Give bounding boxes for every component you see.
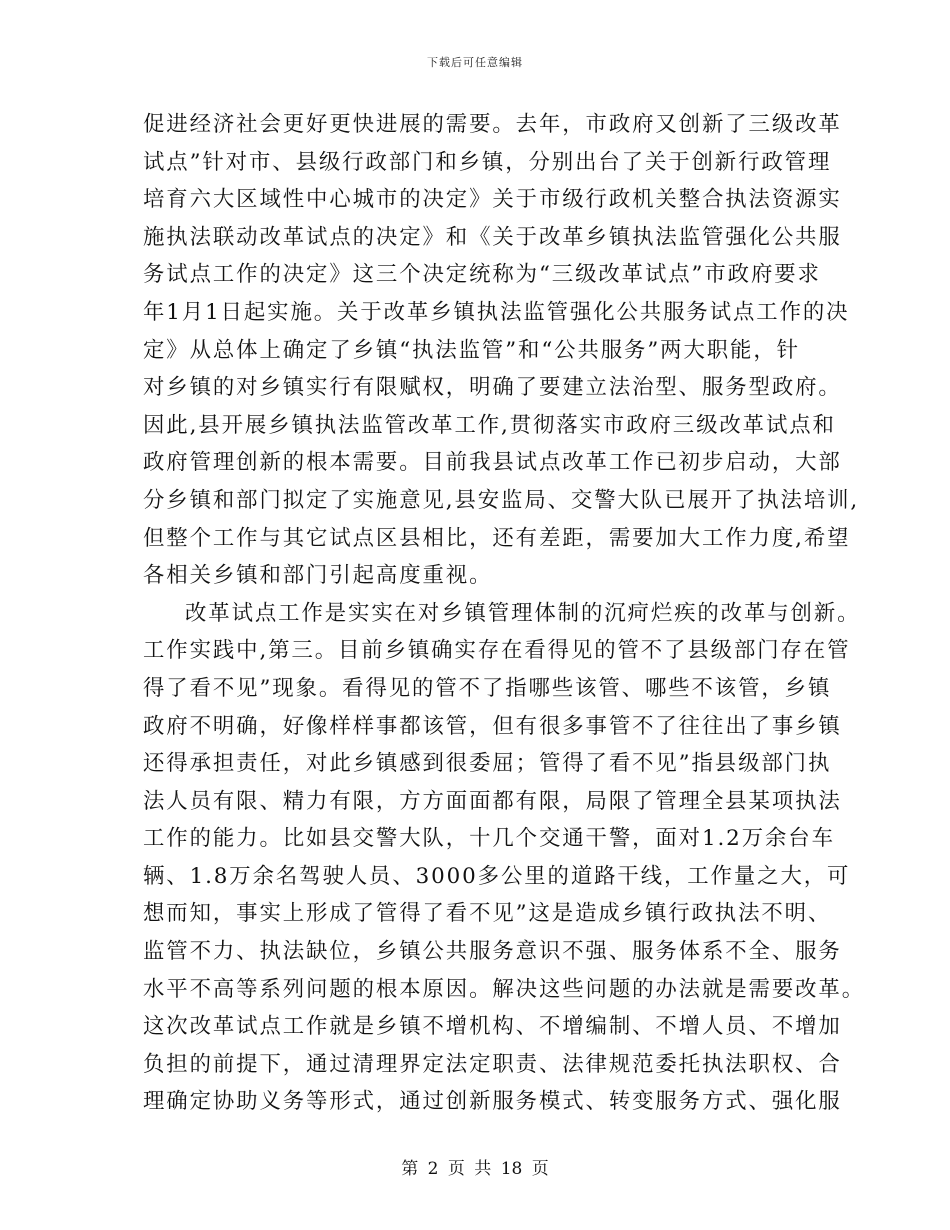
text-line: 负担的前提下，通过清理界定法定职责、法律规范委托执法职权、合 — [143, 1051, 842, 1077]
text-line: 这次改革试点工作就是乡镇不增机构、不增编制、不增人员、不增加 — [143, 1014, 842, 1040]
text-line: 培育六大区域性中心城市的决定》关于市级行政机关整合执法资源实 — [143, 187, 842, 213]
text-line: 促进经济社会更好更快进展的需要。去年，市政府又创新了三级改革 — [143, 112, 842, 137]
text-line: 理确定协助义务等形式，通过创新服务模式、转变服务方式、强化服 — [143, 1089, 842, 1115]
text-line: 工作的能力。比如县交警大队，十几个交通干警，面对1.2万余台车 — [143, 826, 835, 852]
body-text — [143, 106, 866, 1121]
text-line: 因此,县开展乡镇执法监管改革工作,贯彻落实市政府三级改革试点和 — [143, 412, 836, 438]
header-note: 下载后可任意编辑 — [427, 56, 523, 69]
text-line: 分乡镇和部门拟定了实施意见,县安监局、交警大队已展开了执法培训, — [143, 487, 860, 513]
text-line: 施执法联动改革试点的决定》和《关于改革乡镇执法监管强化公共服 — [143, 224, 842, 250]
text-line: 务试点工作的决定》这三个决定统称为“三级改革试点”市政府要求 — [143, 262, 821, 288]
text-line: 水平不高等系列问题的根本原因。解决这些问题的办法就是需要改革。 — [143, 976, 866, 1002]
text-line: 但整个工作与其它试点区县相比，还有差距，需要加大工作力度,希望 — [143, 525, 851, 551]
text-line: 法人员有限、精力有限，方方面面都有限，局限了管理全县某项执法 — [143, 788, 842, 814]
text-line: 试点”针对市、县级行政部门和乡镇，分别出台了关于创新行政管理 — [143, 149, 832, 175]
text-line: 各相关乡镇和部门引起高度重视。 — [143, 563, 493, 589]
text-line: 辆、1.8万余名驾驶人员、3000多公里的道路干线，工作量之大，可 — [143, 863, 851, 889]
text-line: 年1月1日起实施。关于改革乡镇执法监管强化公共服务试点工作的决 — [143, 299, 850, 325]
text-line: 政府管理创新的根本需要。目前我县试点改革工作已初步启动，大部 — [143, 450, 842, 476]
text-line: 想而知，事实上形成了管得了看不见”这是造成乡镇行政执法不明、 — [143, 901, 832, 927]
text-line: 还得承担责任，对此乡镇感到很委屈；管得了看不见”指县级部门执 — [143, 751, 832, 777]
paragraph-start-line: 改革试点工作是实实在对乡镇管理体制的沉疴烂疾的改革与创新。 — [185, 600, 861, 626]
text-line: 对乡镇的对乡镇实行有限赋权，明确了要建立法治型、服务型政府。 — [143, 375, 842, 401]
text-line: 监管不力、执法缺位，乡镇公共服务意识不强、服务体系不全、服务 — [143, 939, 842, 965]
text-line: 工作实践中,第三。目前乡镇确实存在看得见的管不了县级部门存在管 — [143, 638, 851, 664]
text-line: 政府不明确，好像样样事都该管，但有很多事管不了往往出了事乡镇 — [143, 713, 842, 739]
page-number: 第 2 页 共 18 页 — [401, 1159, 549, 1179]
text-line: 得了看不见”现象。看得见的管不了指哪些该管、哪些不该管，乡镇 — [143, 675, 832, 701]
text-line: 定》从总体上确定了乡镇“执法监管”和“公共服务”两大职能，针 — [143, 337, 800, 363]
